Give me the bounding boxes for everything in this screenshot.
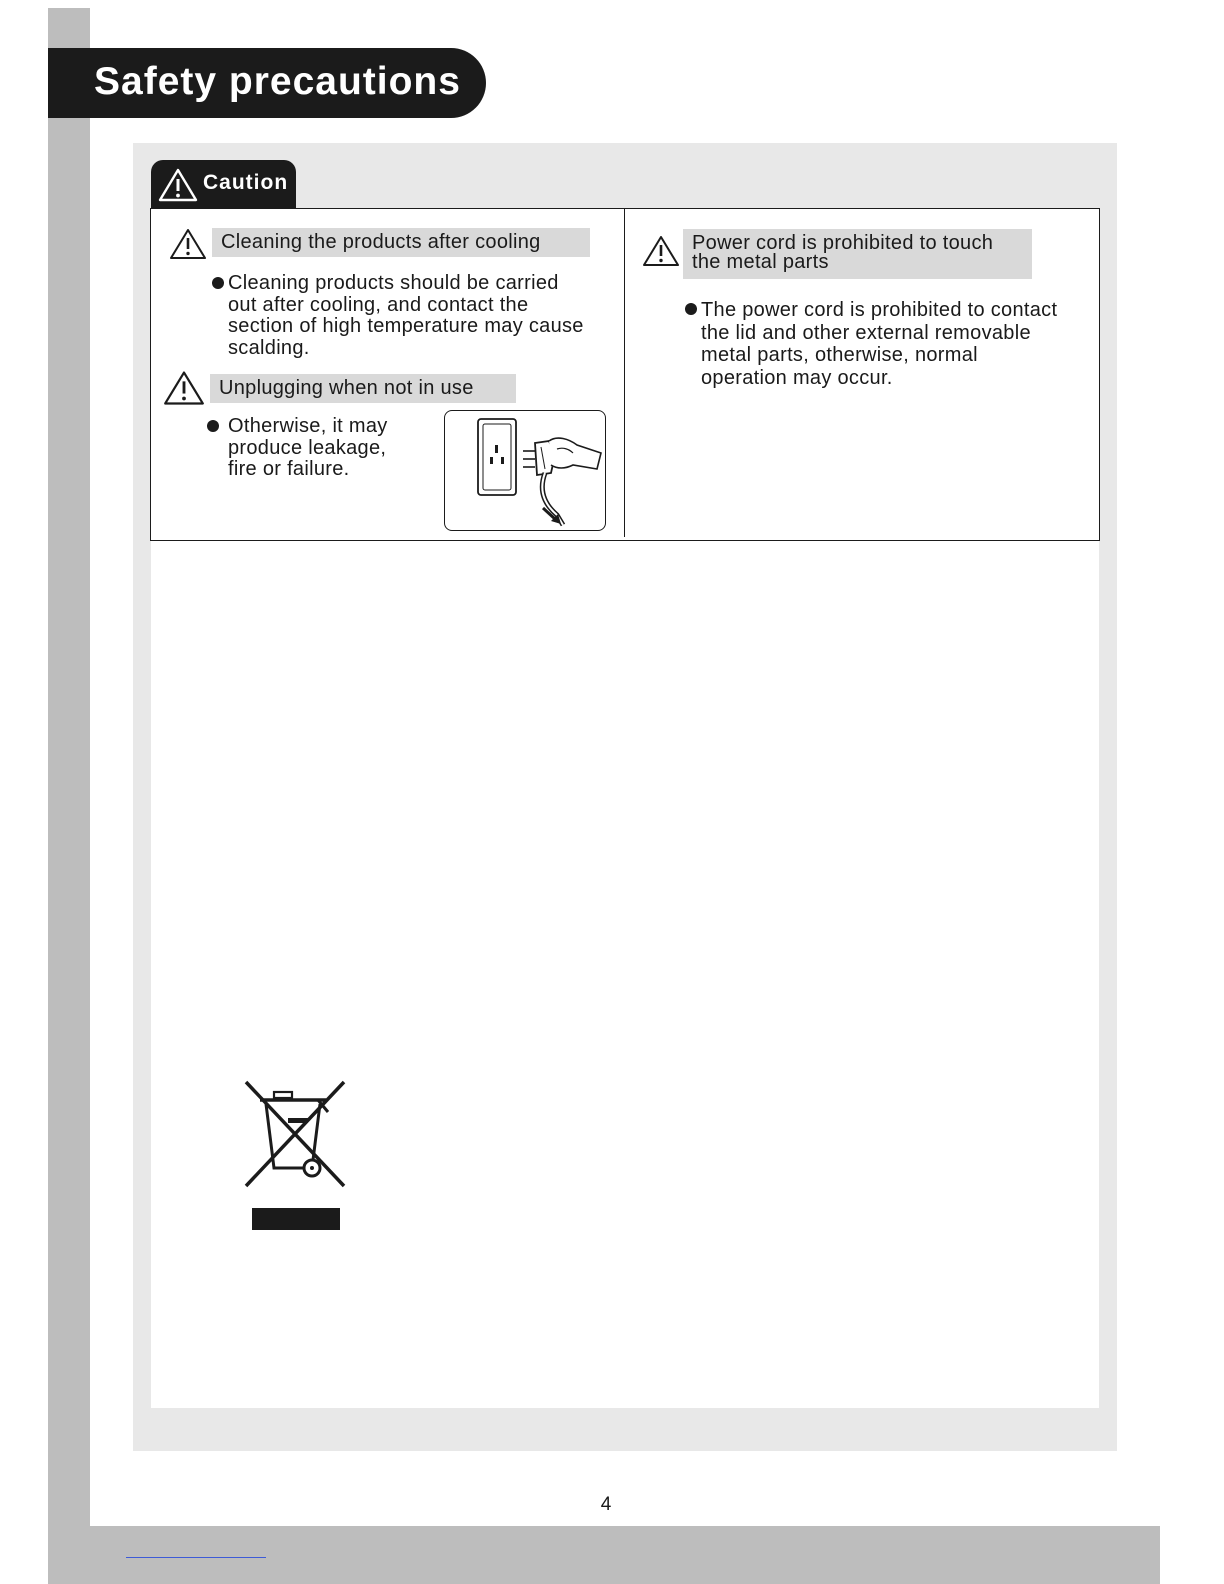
warning-triangle-icon <box>642 235 680 267</box>
cleaning-body-text: Cleaning products should be carried out after cooling, and contact the section of high temperature may cause scalding. <box>228 272 584 359</box>
caution-tab <box>151 160 296 208</box>
heading-cleaning-after-cooling: Cleaning the products after cooling <box>212 228 590 257</box>
bullet-icon <box>207 420 219 432</box>
socket-and-plug-icon <box>445 411 605 530</box>
page-number: 4 <box>600 1494 612 1515</box>
heading-unplugging-not-in-use: Unplugging when not in use <box>210 374 516 403</box>
unplug-from-socket-illustration <box>444 410 606 531</box>
heading-power-cord-metal-parts: Power cord is prohibited to touch the metal parts <box>683 229 1032 279</box>
page-title: Safety precautions <box>94 60 461 103</box>
warning-triangle-icon <box>169 228 207 260</box>
bottom-margin-bar <box>90 1526 1160 1584</box>
warning-triangle-icon <box>163 369 205 407</box>
caution-label: Caution <box>203 171 289 194</box>
caution-box <box>150 208 1100 541</box>
unplugging-body-text: Otherwise, it may produce leakage, fire or failure. <box>228 415 388 480</box>
crossed-out-wheelie-bin-icon <box>240 1076 350 1232</box>
warning-triangle-icon <box>158 168 198 202</box>
column-divider <box>624 209 625 537</box>
bullet-icon <box>685 303 697 315</box>
footer-link-underline[interactable] <box>126 1556 266 1558</box>
title-banner <box>48 48 486 118</box>
bullet-icon <box>212 277 224 289</box>
power-cord-body-text: The power cord is prohibited to contact the lid and other external removable metal parts, otherwise, normal operation may occur. <box>701 299 1058 389</box>
left-margin-bar <box>48 8 90 1584</box>
